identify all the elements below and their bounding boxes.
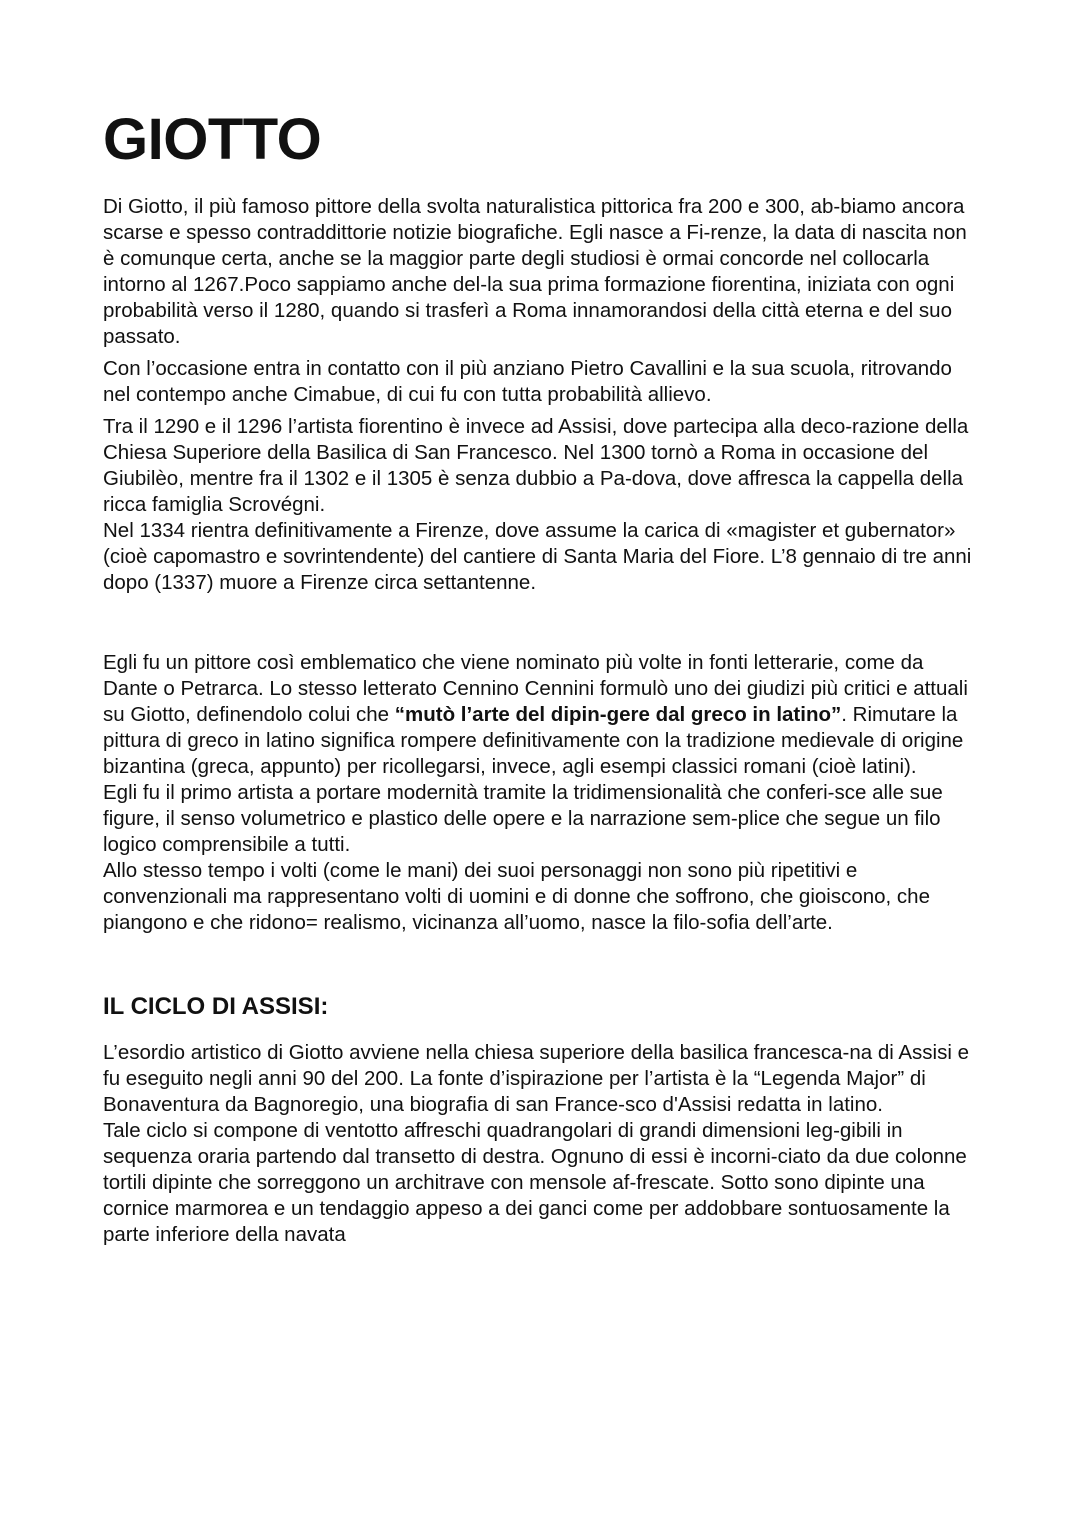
- legacy-text-after: . Rimutare la pittura di greco in latino significa rompere definitivamente con la tradizione medievale di origine bizantina (greca, appunto) per ricollegarsi, invece, agli esempi classici romani (cioè latini).: [103, 703, 964, 778]
- section-heading-assisi: IL CICLO DI ASSISI:: [103, 993, 329, 1020]
- page-title: GIOTTO: [103, 107, 322, 172]
- legacy-text-before: Egli fu un pittore così emblematico che viene nominato più volte in fonti letterarie, come da Dante o Petrarca. Lo stesso letterato Cennino Cennini formulò uno dei giudizi più critici e attuali su Giotto, definendolo colui che: [103, 651, 968, 726]
- legacy-paragraph-2: Egli fu il primo artista a portare modernità tramite la tridimensionalità che conferi-sce alle sue figure, il senso volumetrico e plastico delle opere e la narrazione sem-plice che segue un filo logico comprensibile a tutti.: [103, 781, 943, 856]
- assisi-paragraph-1: L’esordio artistico di Giotto avviene nella chiesa superiore della basilica francesca-na di Assisi e fu eseguito negli anni 90 del 200. La fonte d’ispirazione per l’artista è la “Legenda Major” di Bonaventura da Bagnoregio, una biografia di san France-sco d'Assisi redatta in latino.: [103, 1041, 970, 1116]
- intro-paragraph-3: Tra il 1290 e il 1296 l’artista fiorentino è invece ad Assisi, dove partecipa alla deco-razione della Chiesa Superiore della Basilica di San Francesco. Nel 1300 tornò a Roma in occasione del Giubilèo, mentre fra il 1302 e il 1305 è senza dubbio a Pa-dova, dove affresca la cappella della ricca famiglia Scrovégni.: [103, 415, 969, 516]
- intro-paragraph-2: Con l’occasione entra in contatto con il più anziano Pietro Cavallini e la sua scuola, ritrovando nel contempo anche Cimabue, di cui fu con tutta probabilità allievo.: [103, 357, 952, 406]
- legacy-paragraph-3: Allo stesso tempo i volti (come le mani) dei suoi personaggi non sono più ripetitivi e convenzionali ma rappresentano volti di uomini e di donne che soffrono, che gioiscono, che piangono e che ridono= realismo, vicinanza all’uomo, nasce la filo-sofia dell’arte.: [103, 859, 930, 934]
- document-page: [103, 108, 983, 1248]
- cennini-quote: “mutò l’arte del dipin-gere dal greco in latino”: [394, 703, 842, 726]
- assisi-paragraph-2: Tale ciclo si compone di ventotto affreschi quadrangolari di grandi dimensioni leg-gibili in sequenza oraria partendo dal transetto di destra. Ognuno di essi è incorni-ciato da due colonne tortili dipinte che sorreggono un architrave con mensole af-frescate. Sotto sono dipinte una cornice marmorea e un tendaggio appeso a dei ganci come per addobbare sontuosamente la parte inferiore della navata: [103, 1119, 967, 1246]
- intro-paragraph-1: Di Giotto, il più famoso pittore della svolta naturalistica pittorica fra 200 e 300, ab-biamo ancora scarse e spesso contraddittorie notizie biografiche. Egli nasce a Fi-renze, la data di nascita non è comunque certa, anche se la maggior parte degli studiosi è ormai concorde nel collocarla intorno al 1267.Poco sappiamo anche del-la sua prima formazione fiorentina, iniziata con ogni probabilità verso il 1280, quando si trasferì a Roma innamorandosi della città eterna e del suo passato.: [103, 195, 967, 348]
- intro-paragraph-4: Nel 1334 rientra definitivamente a Firenze, dove assume la carica di «magister et gubernator» (cioè capomastro e sovrintendente) del cantiere di Santa Maria del Fiore. L’8 gennaio di tre anni dopo (1337) muore a Firenze circa settantenne.: [103, 519, 972, 594]
- legacy-paragraph-1: [103, 650, 983, 780]
